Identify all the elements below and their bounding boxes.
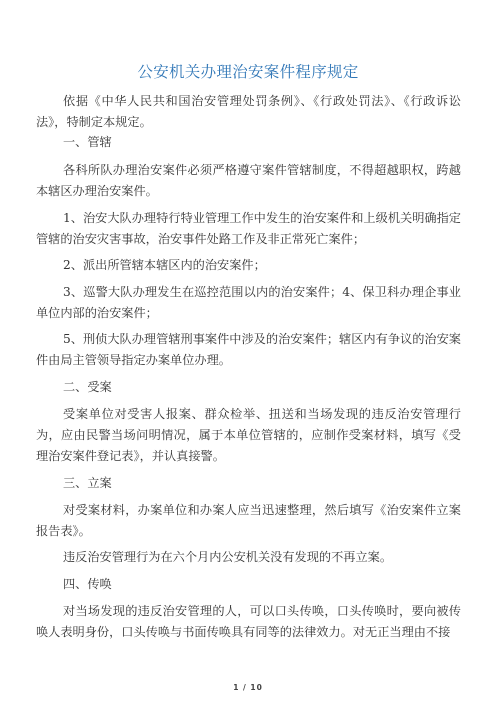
- paragraph: 对受案材料，办案单位和办案人应当迅速整理，然后填写《治安案件立案报告表》。: [36, 503, 461, 538]
- paragraph: 受案单位对受害人报案、群众检举、扭送和当场发现的违反治安管理行为，应由民警当场问明情况，属于本单位管辖的，应制作受案材料，填写《受理治安案件登记表》，并认真接警。: [36, 407, 461, 463]
- paragraph: 2、派出所管辖本辖区内的治安案件；: [63, 258, 266, 272]
- paragraph: 3、巡警大队办理发生在巡控范围以内的治安案件；4、保卫科办理企事业单位内部的治安案件；: [36, 285, 461, 320]
- document-title: 公安机关办理治安案件程序规定: [137, 63, 359, 81]
- paragraph: 对当场发现的违反治安管理的人，可以口头传唤，口头传唤时，要向被传唤人表明身份，口头传唤与书面传唤具有同等的法律效力。对无正当理由不接: [36, 604, 461, 639]
- section-heading-jurisdiction: 一、管辖: [63, 135, 112, 149]
- page-indicator: 1 / 10: [233, 683, 263, 692]
- section-heading-acceptance: 二、受案: [63, 380, 112, 394]
- paragraph-intro: 依据《中华人民共和国治安管理处罚条例》、《行政处罚法》、《行政诉讼法》，特制定本规定。: [36, 94, 461, 129]
- paragraph: 各科所队办理治安案件必须严格遵守案件管辖制度，不得超越职权，跨越本辖区办理治安案件。: [36, 163, 461, 198]
- paragraph: 5、刑侦大队办理管辖刑事案件中涉及的治安案件；辖区内有争议的治安案件由局主管领导指定办案单位办理。: [36, 332, 461, 367]
- paragraph: 违反治安管理行为在六个月内公安机关没有发现的不再立案。: [63, 550, 393, 564]
- section-heading-summons: 四、传唤: [63, 577, 112, 591]
- section-heading-filing: 三、立案: [63, 476, 112, 490]
- paragraph: 1、治安大队办理特行特业管理工作中发生的治安案件和上级机关明确指定管辖的治安灾害事故，治安事件处路工作及非正常死亡案件；: [36, 211, 461, 246]
